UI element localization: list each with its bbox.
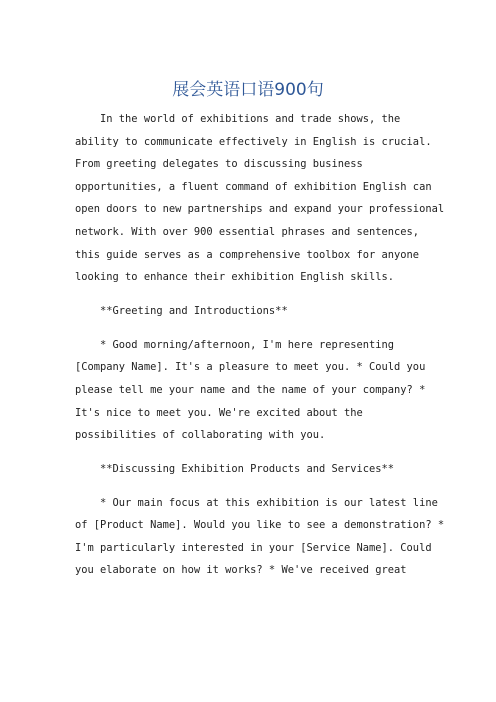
intro-paragraph <box>75 108 445 289</box>
paragraph-gap <box>75 447 425 458</box>
text-line: * Good morning/afternoon, I'm here representing <box>75 338 395 351</box>
paragraph-gap <box>75 289 425 300</box>
text-line: please tell me your name and the name of your company? * <box>75 383 426 396</box>
paragraph-gap <box>75 480 425 491</box>
text-line: this guide serves as a comprehensive toolbox for anyone <box>75 248 420 261</box>
text-line: open doors to new partnerships and expand your professional <box>75 203 445 216</box>
document-title: 展会英语口语900句 <box>172 80 324 100</box>
text-line: network. With over 900 essential phrases and sentences, <box>75 225 420 238</box>
text-line: * Our main focus at this exhibition is our latest line <box>75 496 438 509</box>
text-line: **Greeting and Introductions** <box>75 304 288 317</box>
text-line: **Discussing Exhibition Products and Services** <box>75 462 395 475</box>
text-line: [Company Name]. It's a pleasure to meet you. * Could you <box>75 361 426 374</box>
text-line: possibilities of collaborating with you. <box>75 429 326 442</box>
products-paragraph <box>75 492 445 582</box>
document-body <box>75 108 445 582</box>
text-line: looking to enhance their exhibition English skills. <box>75 271 395 284</box>
text-line: From greeting delegates to discussing business <box>75 158 363 171</box>
text-line: opportunities, a fluent command of exhibition English can <box>75 180 432 193</box>
text-line: I'm particularly interested in your [Service Name]. Could <box>75 541 432 554</box>
greeting-paragraph <box>75 334 425 447</box>
section-heading-greeting <box>75 300 425 323</box>
section-heading-products <box>75 458 425 481</box>
text-line: of [Product Name]. Would you like to see a demonstration? * <box>75 519 445 532</box>
text-line: you elaborate on how it works? * We've received great <box>75 564 407 577</box>
text-line: It's nice to meet you. We're excited about the <box>75 406 363 419</box>
paragraph-gap <box>75 323 425 334</box>
text-line: In the world of exhibitions and trade shows, the <box>75 113 401 125</box>
text-line: ability to communicate effectively in English is crucial. <box>75 135 432 148</box>
